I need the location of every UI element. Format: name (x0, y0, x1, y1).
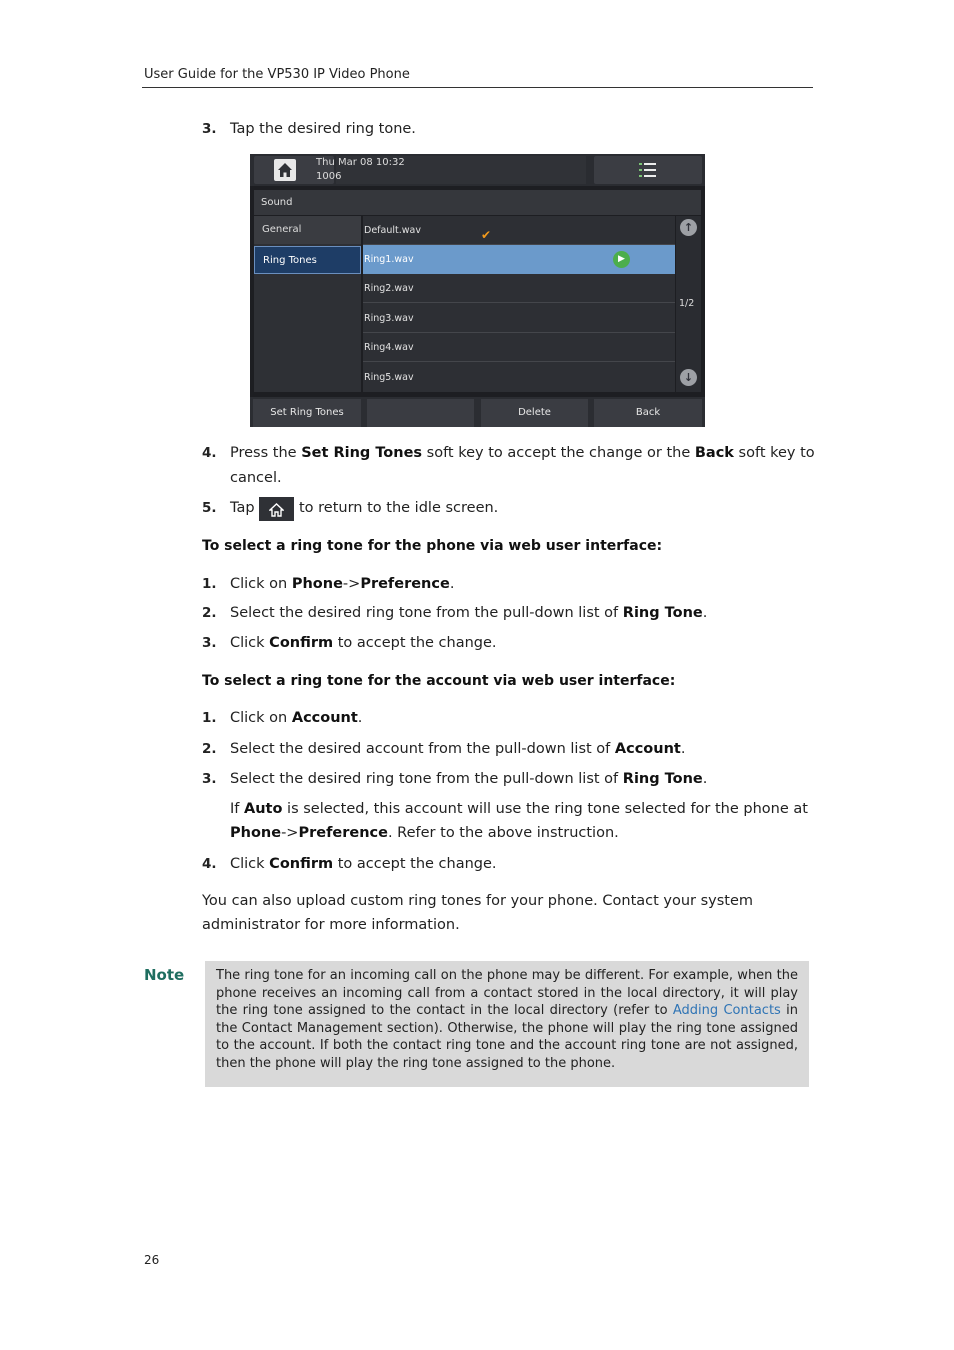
list-item[interactable] (363, 363, 675, 392)
tone-name: Ring1.wav (364, 254, 414, 265)
phone-status-bar (250, 154, 705, 186)
menu-button[interactable] (594, 156, 702, 184)
blank-softkey[interactable] (367, 399, 474, 427)
step-text: Press the Set Ring Tones soft key to accept the change or the Back soft key to (230, 445, 815, 461)
sound-menu (254, 216, 361, 392)
list-item[interactable] (363, 216, 675, 245)
list-item[interactable] (363, 245, 675, 274)
header-divider (142, 87, 813, 88)
scroll-up-icon[interactable]: ↑ (680, 219, 697, 236)
tone-name: Ring5.wav (364, 372, 414, 383)
set-ring-tones-ref: Set Ring Tones (301, 445, 423, 461)
set-ring-tones-softkey[interactable]: Set Ring Tones (253, 399, 361, 427)
tone-name: Ring2.wav (364, 283, 414, 294)
scrollbar[interactable] (676, 216, 701, 392)
section-heading-account: To select a ring tone for the account via web user interface: (202, 673, 676, 689)
page-header-title: User Guide for the VP530 IP Video Phone (144, 67, 410, 82)
step-number: 5. (202, 500, 217, 516)
section-heading-phone: To select a ring tone for the phone via web user interface: (202, 538, 663, 554)
page-number: 26 (144, 1253, 160, 1267)
checkmark-icon: ✔ (481, 228, 492, 242)
closing-paragraph: You can also upload custom ring tones for your phone. Contact your system administrator for more information. (202, 893, 754, 933)
home-icon (274, 159, 296, 181)
menu-item-ring-tones[interactable]: Ring Tones (254, 246, 361, 274)
home-icon (269, 502, 284, 516)
home-key-inline (259, 497, 294, 521)
delete-softkey[interactable]: Delete (481, 399, 588, 427)
menu-item-general[interactable]: General (254, 216, 361, 244)
step-number: 3. (202, 121, 217, 137)
note-label: Note (144, 966, 185, 984)
tone-name: Default.wav (364, 225, 421, 236)
phone-screenshot (250, 154, 705, 427)
play-icon[interactable]: ▶ (613, 251, 630, 268)
datetime-display (316, 156, 405, 184)
step-text-continued: cancel. (230, 470, 282, 486)
back-ref: Back (694, 445, 734, 461)
list-item[interactable] (363, 304, 675, 333)
ring-tone-list (363, 216, 675, 392)
menu-list-icon (639, 162, 657, 178)
step-number: 4. (202, 445, 217, 461)
back-softkey[interactable]: Back (594, 399, 702, 427)
note-text: The ring tone for an incoming call on the phone may be different. For example, when the phone receives an incoming call from a contact stored in the local directory, it will play the ring tone assigned to the contact in the local directory (refer to Adding Contacts in the Contact Management section). Otherwise, the phone will play the ring tone assigned to the account. If both the contact ring tone and the account ring tone are not assigned, then the phone will play the ring tone assigned to the phone. (216, 968, 798, 1071)
softkey-bar (250, 397, 705, 427)
screen-title: Sound (254, 190, 701, 215)
datetime-text: Thu Mar 08 10:32 (316, 157, 405, 168)
step-text: Tap the desired ring tone. (230, 121, 416, 137)
extension-text: 1006 (316, 171, 342, 182)
page-indicator: 1/2 (679, 298, 695, 309)
step-text-pre: Tap (230, 500, 255, 516)
scroll-down-icon[interactable]: ↓ (680, 369, 697, 386)
list-item[interactable] (363, 333, 675, 362)
tone-name: Ring4.wav (364, 342, 414, 353)
list-item[interactable] (363, 274, 675, 303)
adding-contacts-link[interactable]: Adding Contacts (672, 1003, 781, 1019)
step-text-post: to return to the idle screen. (299, 500, 499, 516)
tone-name: Ring3.wav (364, 313, 414, 324)
note-box (205, 961, 809, 1087)
